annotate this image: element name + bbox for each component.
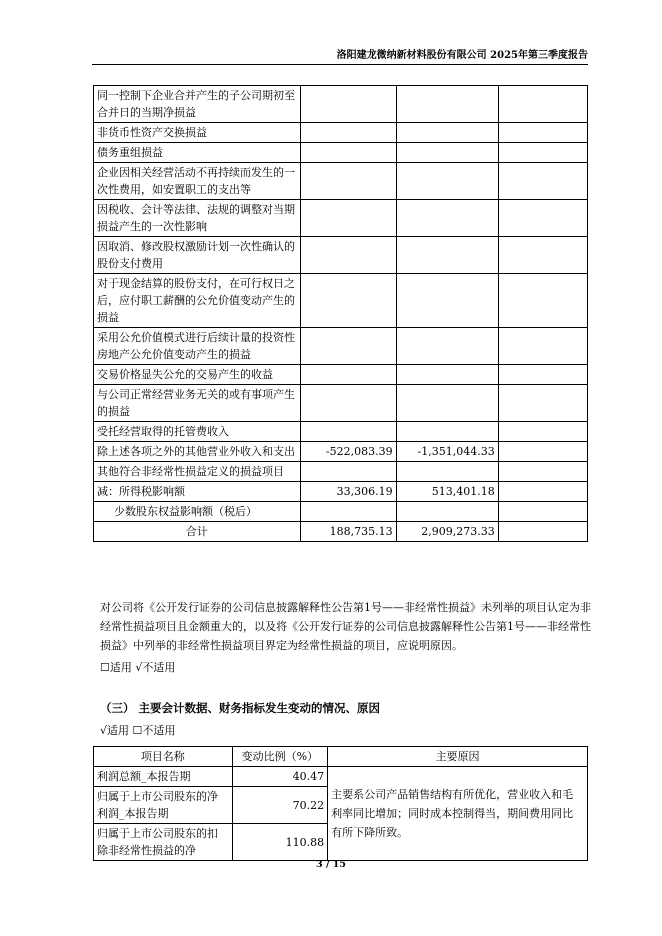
ytd-cell: 2,909,273.33	[396, 522, 498, 542]
table-row	[94, 462, 588, 482]
item-cell: 除上述各项之外的其他营业外收入和支出	[94, 442, 301, 462]
non-recurring-gains-table	[93, 85, 588, 542]
item-cell: 非货币性资产交换损益	[94, 123, 301, 143]
note-cell	[498, 522, 587, 542]
item-cell: 交易价格显失公允的交易产生的收益	[94, 365, 301, 385]
table-row	[94, 123, 588, 143]
ratio-cell: 70.22	[232, 787, 328, 824]
item-cell: 受托经营取得的托管费收入	[94, 422, 301, 442]
table-row	[94, 522, 588, 542]
header-main-reason: 主要原因	[328, 747, 588, 767]
current-period-cell: -522,083.39	[300, 442, 396, 462]
item-cell: 对于现金结算的股份支付，在可行权日之后，应付职工薪酬的公允价值变动产生的损益	[94, 274, 301, 328]
item-cell: 因取消、修改股权激励计划一次性确认的股份支付费用	[94, 237, 301, 274]
page-header: 洛阳建龙微纳新材料股份有限公司 2025年第三季度报告	[92, 46, 588, 65]
note-cell	[498, 422, 587, 442]
table-row	[94, 482, 588, 502]
ytd-cell	[396, 123, 498, 143]
applicability-note-2: √适用 ☐不适用	[100, 724, 176, 737]
ytd-cell	[396, 237, 498, 274]
table-row	[94, 385, 588, 422]
item-cell: 与公司正常经营业务无关的或有事项产生的损益	[94, 385, 301, 422]
ytd-cell	[396, 200, 498, 237]
table-row	[94, 163, 588, 200]
current-period-cell: 188,735.13	[300, 522, 396, 542]
current-period-cell	[300, 237, 396, 274]
ratio-cell: 110.88	[232, 824, 328, 861]
table-header-row	[94, 747, 588, 767]
page-number: 3 / 15	[316, 859, 346, 870]
note-cell	[498, 123, 587, 143]
current-period-cell	[300, 502, 396, 522]
current-period-cell	[300, 365, 396, 385]
ytd-cell: -1,351,044.33	[396, 442, 498, 462]
table-row	[94, 274, 588, 328]
current-period-cell: 33,306.19	[300, 482, 396, 502]
ytd-cell	[396, 385, 498, 422]
note-cell	[498, 237, 587, 274]
ytd-cell	[396, 86, 498, 123]
item-cell: 企业因相关经营活动不再持续而发生的一次性费用，如安置职工的支出等	[94, 163, 301, 200]
ytd-cell	[396, 502, 498, 522]
item-cell: 归属于上市公司股东的净利润_本报告期	[94, 787, 233, 824]
note-cell	[498, 502, 587, 522]
ytd-cell	[396, 143, 498, 163]
note-cell	[498, 462, 587, 482]
ytd-cell	[396, 422, 498, 442]
current-period-cell	[300, 274, 396, 328]
item-cell: 归属于上市公司股东的扣除非经常性损益的净	[94, 824, 233, 861]
current-period-cell	[300, 86, 396, 123]
current-period-cell	[300, 123, 396, 143]
table-row	[94, 237, 588, 274]
current-period-cell	[300, 143, 396, 163]
ytd-cell	[396, 163, 498, 200]
item-cell: 债务重组损益	[94, 143, 301, 163]
note-cell	[498, 385, 587, 422]
item-cell: 其他符合非经常性损益定义的损益项目	[94, 462, 301, 482]
table-row	[94, 328, 588, 365]
ytd-cell	[396, 328, 498, 365]
item-cell: 少数股东权益影响额（税后）	[94, 502, 301, 522]
table-row	[94, 502, 588, 522]
ytd-cell	[396, 274, 498, 328]
table-row	[94, 442, 588, 462]
note-cell	[498, 163, 587, 200]
header-change-ratio: 变动比例（%）	[232, 747, 328, 767]
note-cell	[498, 274, 587, 328]
table-row	[94, 365, 588, 385]
header-item-name: 项目名称	[94, 747, 233, 767]
table-row	[94, 200, 588, 237]
note-cell	[498, 365, 587, 385]
note-cell	[498, 86, 587, 123]
ytd-cell	[396, 365, 498, 385]
current-period-cell	[300, 328, 396, 365]
note-cell	[498, 482, 587, 502]
ytd-cell	[396, 462, 498, 482]
item-cell: 采用公允价值模式进行后续计量的投资性房地产公允价值变动产生的损益	[94, 328, 301, 365]
item-cell: 合计	[94, 522, 301, 542]
applicability-note-1: ☐适用 √不适用	[100, 661, 176, 674]
note-cell	[498, 200, 587, 237]
current-period-cell	[300, 422, 396, 442]
note-cell	[498, 328, 587, 365]
ratio-cell: 40.47	[232, 767, 328, 787]
current-period-cell	[300, 163, 396, 200]
item-cell: 因税收、会计等法律、法规的调整对当期损益产生的一次性影响	[94, 200, 301, 237]
note-cell	[498, 442, 587, 462]
explanatory-paragraph: 对公司将《公开发行证券的公司信息披露解释性公告第1号——非经常性损益》未列举的项目认定为非经常性损益项目且金额重大的，以及将《公开发行证券的公司信息披露解释性公告第1号——非经常性损益》中列举的非经常性损益项目界定为经常性损益的项目，应说明原因。	[100, 601, 591, 652]
current-period-cell	[300, 385, 396, 422]
table-row	[94, 86, 588, 123]
current-period-cell	[300, 462, 396, 482]
note-cell	[498, 143, 587, 163]
item-cell: 同一控制下企业合并产生的子公司期初至合并日的当期净损益	[94, 86, 301, 123]
item-cell: 减：所得税影响额	[94, 482, 301, 502]
current-period-cell	[300, 200, 396, 237]
ytd-cell: 513,401.18	[396, 482, 498, 502]
table-row	[94, 422, 588, 442]
section-title: （三） 主要会计数据、财务指标发生变动的情况、原因	[100, 701, 381, 715]
table-row	[94, 143, 588, 163]
table-row	[94, 767, 588, 787]
item-cell: 利润总额_本报告期	[94, 767, 233, 787]
indicator-change-table	[93, 746, 588, 861]
reason-cell: 主要系公司产品销售结构有所优化，营业收入和毛利率同比增加；同时成本控制得当，期间费用同比有所下降所致。	[328, 767, 588, 861]
